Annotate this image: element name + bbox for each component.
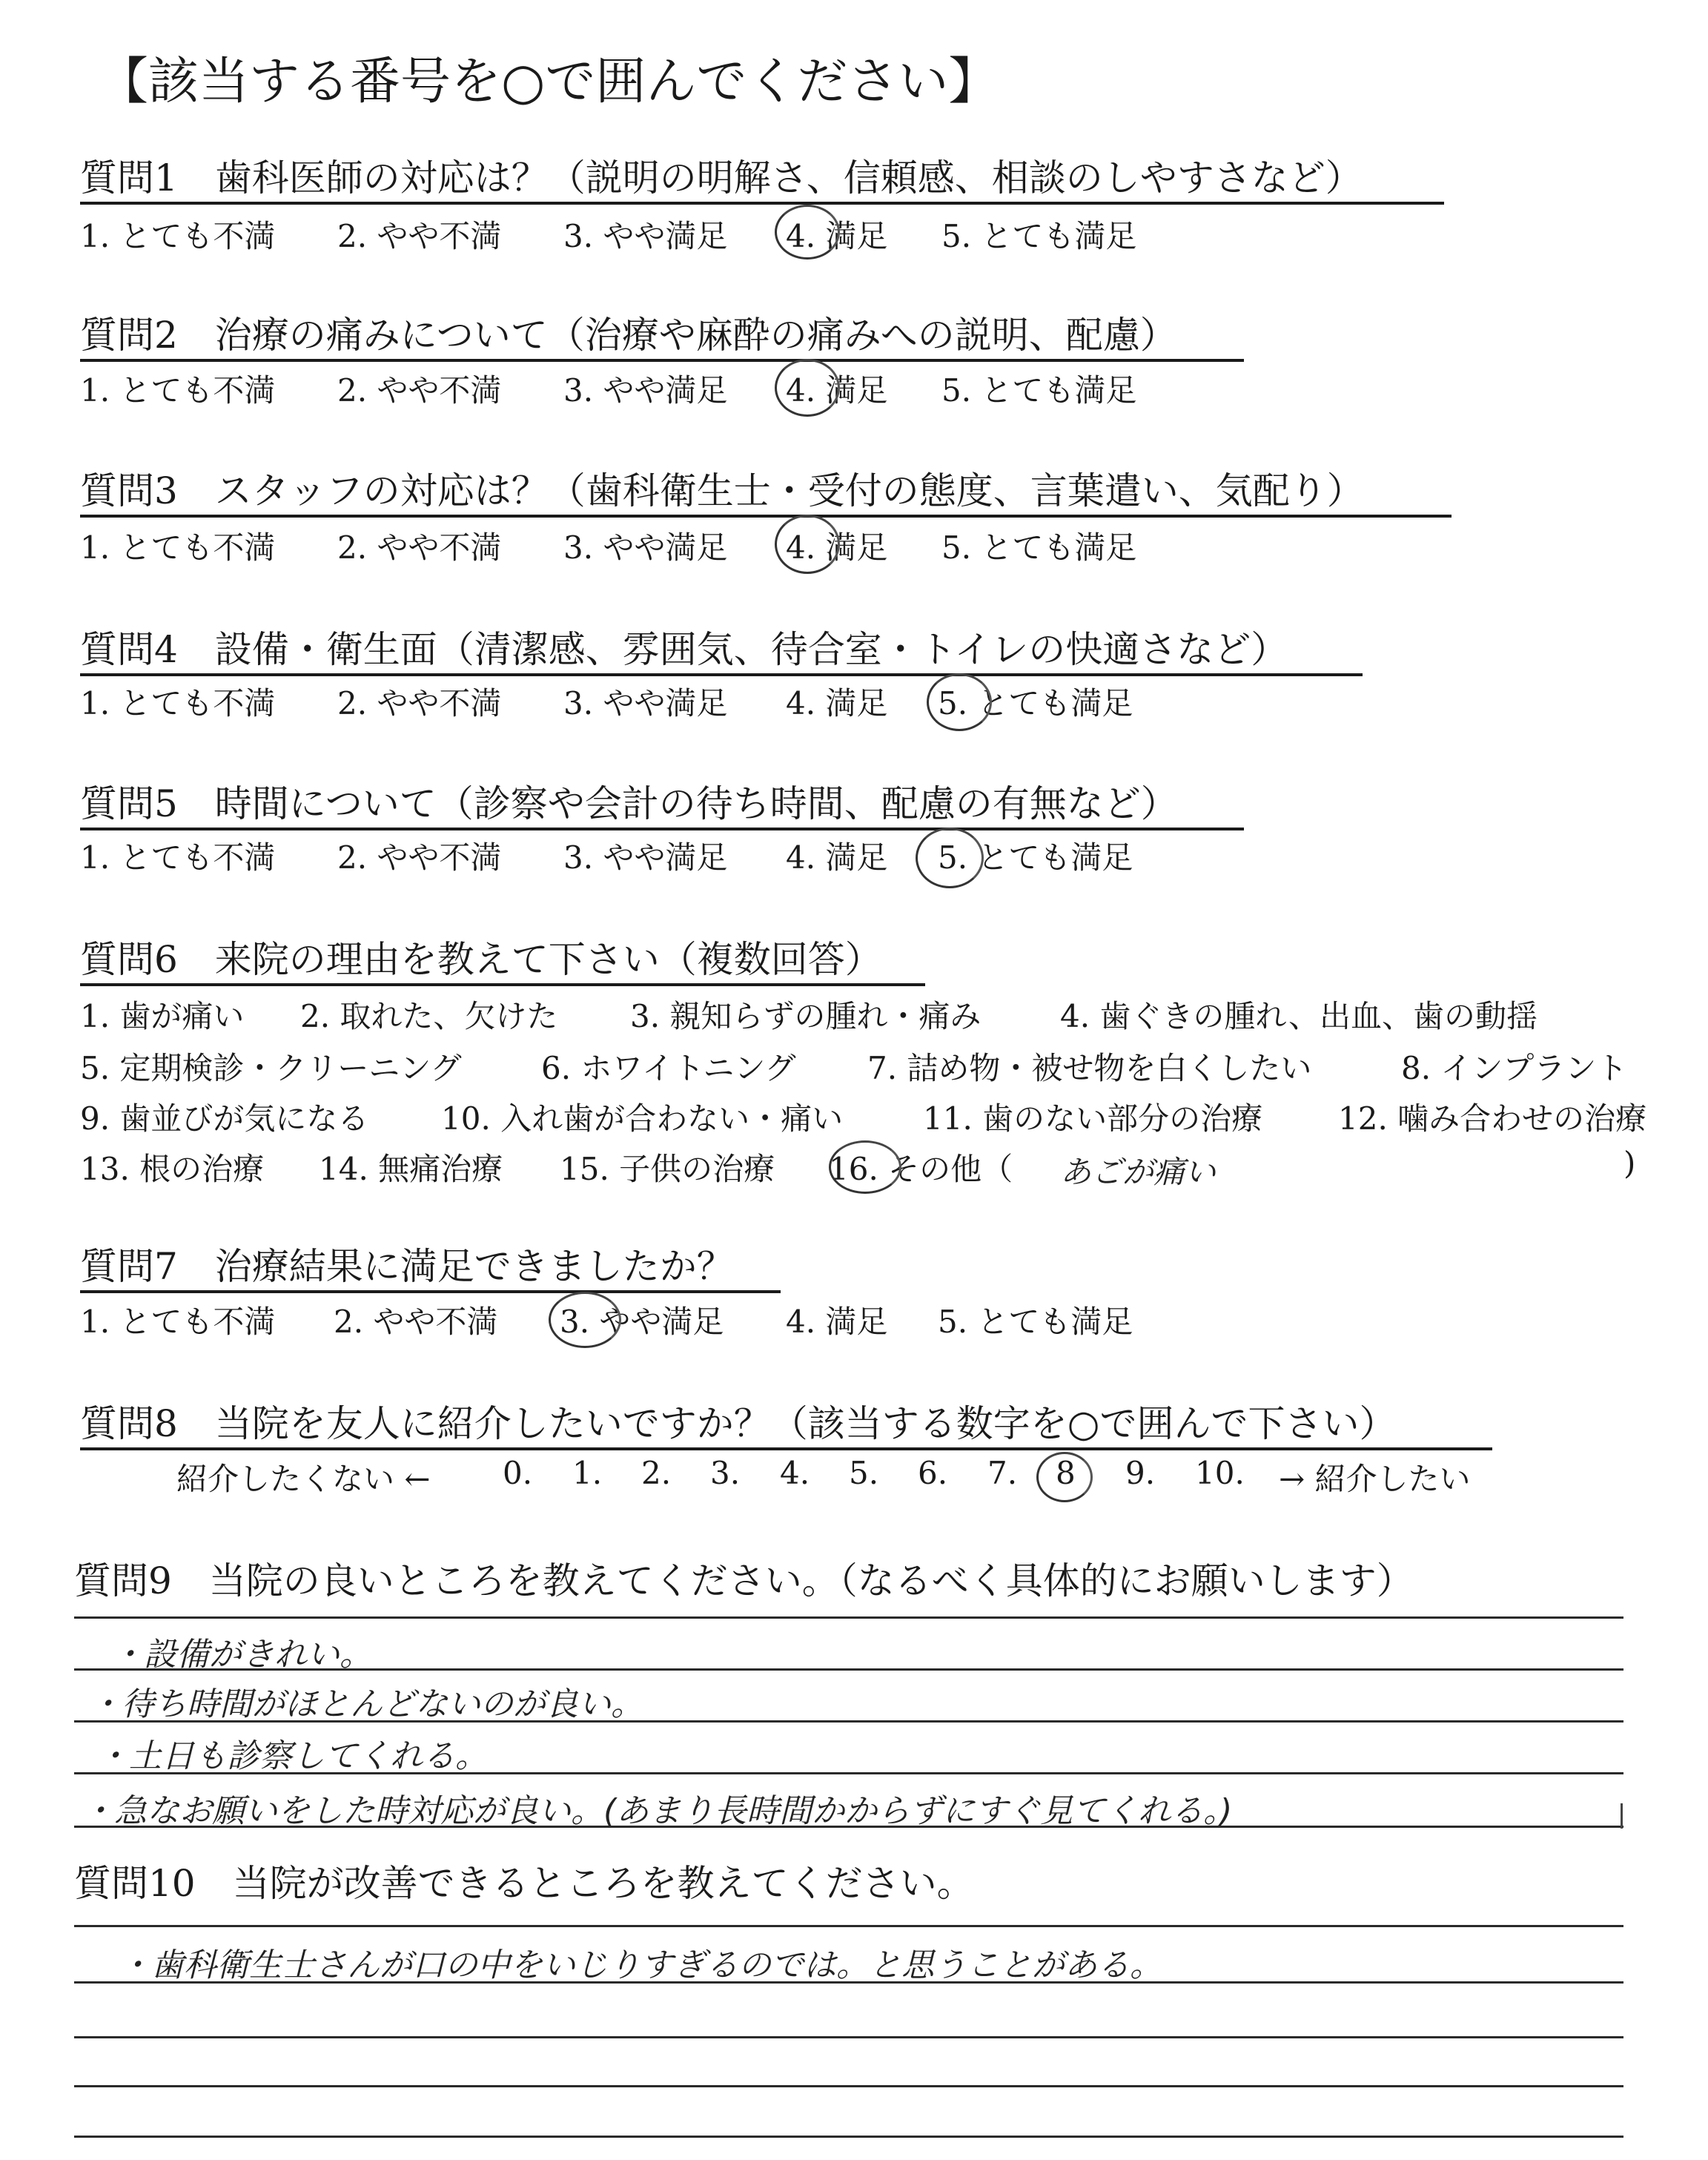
q8-scale-10[interactable]: 10. xyxy=(1195,1455,1245,1491)
q3-option-2[interactable]: 2. やや不満 xyxy=(337,529,502,566)
q1-option-2[interactable]: 2. やや不満 xyxy=(337,218,502,254)
q8-right-label: → 紹介したい xyxy=(1279,1461,1471,1497)
question-3-label: 質問3 スタッフの対応は？（歯科衛生士・受付の態度、言葉遣い、気配り） xyxy=(80,469,1364,512)
q3-option-4[interactable]: 4. 満足 xyxy=(786,529,888,566)
q6-option-1[interactable]: 1. 歯が痛い xyxy=(80,998,245,1034)
question-6-label: 質問6 来院の理由を教えて下さい（複数回答） xyxy=(80,938,882,981)
q10-writing-line-1 xyxy=(74,1925,1623,1927)
question-7-label: 質問7 治療結果に満足できましたか？ xyxy=(80,1245,734,1288)
q6-selection-circle xyxy=(829,1140,901,1194)
question-9-label: 質問9 当院の良いところを教えてください。（なるべく具体的にお願いします） xyxy=(74,1559,1414,1602)
question-6-underline xyxy=(80,983,925,986)
q8-scale-3[interactable]: 3. xyxy=(710,1455,741,1491)
q8-scale-0[interactable]: 0. xyxy=(503,1455,533,1491)
q4-selection-circle xyxy=(927,673,992,731)
q4-option-3[interactable]: 3. やや満足 xyxy=(563,685,728,721)
question-3-underline xyxy=(80,515,1452,518)
q6-other-close-paren: ) xyxy=(1623,1145,1636,1181)
q6-option-8[interactable]: 8. インプラント xyxy=(1401,1050,1628,1086)
q7-option-4[interactable]: 4. 満足 xyxy=(786,1304,888,1340)
question-10-label: 質問10 当院が改善できるところを教えてください。 xyxy=(74,1862,974,1905)
q3-option-5[interactable]: 5. とても満足 xyxy=(941,529,1137,566)
question-4-label: 質問4 設備・衛生面（清潔感、雰囲気、待合室・トイレの快適さなど） xyxy=(80,628,1288,671)
q7-selection-circle xyxy=(549,1292,621,1348)
q6-option-11[interactable]: 11. 歯のない部分の治療 xyxy=(923,1100,1263,1137)
q8-scale-4[interactable]: 4. xyxy=(780,1455,810,1491)
question-5-label: 質問5 時間について（診察や会計の待ち時間、配慮の有無など） xyxy=(80,782,1178,825)
q2-option-2[interactable]: 2. やや不満 xyxy=(337,372,502,409)
page-title: 【該当する番号を○で囲んでください】 xyxy=(98,53,999,111)
q5-selection-circle xyxy=(916,828,984,888)
q6-option-12[interactable]: 12. 噛み合わせの治療 xyxy=(1338,1100,1647,1137)
q1-selection-circle xyxy=(775,205,840,260)
q8-scale-9[interactable]: 9. xyxy=(1125,1455,1156,1491)
q3-option-3[interactable]: 3. やや満足 xyxy=(563,529,728,566)
question-2-underline xyxy=(80,359,1244,362)
q8-selection-circle xyxy=(1036,1452,1093,1502)
q10-writing-line-4 xyxy=(74,2085,1623,2087)
q3-selection-circle xyxy=(775,515,840,574)
q6-option-4[interactable]: 4. 歯ぐきの腫れ、出血、歯の動揺 xyxy=(1060,998,1537,1034)
q6-option-5[interactable]: 5. 定期検診・クリーニング xyxy=(80,1050,462,1086)
q7-option-2[interactable]: 2. やや不満 xyxy=(334,1304,498,1340)
q7-option-1[interactable]: 1. とても不満 xyxy=(80,1304,276,1340)
q8-scale-5[interactable]: 5. xyxy=(849,1455,879,1491)
q6-option-3[interactable]: 3. 親知らずの腫れ・痛み xyxy=(630,998,982,1034)
q8-scale-7[interactable]: 7. xyxy=(987,1455,1018,1491)
q8-scale-2[interactable]: 2. xyxy=(641,1455,672,1491)
q10-writing-line-5 xyxy=(74,2136,1623,2138)
q9-writing-line-1 xyxy=(74,1616,1623,1619)
q6-option-6[interactable]: 6. ホワイトニング xyxy=(541,1050,796,1086)
q4-option-2[interactable]: 2. やや不満 xyxy=(337,685,502,721)
q6-option-7[interactable]: 7. 詰め物・被せ物を白くしたい xyxy=(867,1050,1312,1086)
q10-answer-1[interactable]: ・歯科衛生士さんが口の中をいじりすぎるのでは。と思うことがある。 xyxy=(119,1946,1162,1984)
q2-option-1[interactable]: 1. とても不満 xyxy=(80,372,276,409)
question-1-underline xyxy=(80,202,1444,205)
q6-option-9[interactable]: 9. 歯並びが気になる xyxy=(80,1100,369,1137)
question-4-underline xyxy=(80,673,1363,676)
q5-option-4[interactable]: 4. 満足 xyxy=(786,839,888,876)
q8-scale-1[interactable]: 1. xyxy=(572,1455,603,1491)
question-2-label: 質問2 治療の痛みについて（治療や麻酔の痛みへの説明、配慮） xyxy=(80,314,1177,357)
q6-option-15[interactable]: 15. 子供の治療 xyxy=(560,1151,775,1187)
q1-option-4[interactable]: 4. 満足 xyxy=(786,218,888,254)
q5-option-5[interactable]: 5. とても満足 xyxy=(938,839,1133,876)
q6-other-handwritten[interactable]: あごが痛い xyxy=(1060,1154,1217,1190)
q5-option-2[interactable]: 2. やや不満 xyxy=(337,839,502,876)
q8-scale-8[interactable]: 8 xyxy=(1056,1455,1076,1491)
q2-selection-circle xyxy=(775,359,840,417)
q8-scale-6[interactable]: 6. xyxy=(918,1455,948,1491)
q7-option-3[interactable]: 3. やや満足 xyxy=(560,1304,724,1340)
q6-option-10[interactable]: 10. 入れ歯が合わない・痛い xyxy=(441,1100,844,1137)
q9-answer-4[interactable]: ・急なお願いをした時対応が良い。(あまり長時間かからずにすぐ見てくれる。) xyxy=(82,1792,1233,1830)
question-5-underline xyxy=(80,828,1244,830)
question-8-underline xyxy=(80,1447,1492,1450)
q5-option-3[interactable]: 3. やや満足 xyxy=(563,839,728,876)
question-1-label: 質問1 歯科医師の対応は？（説明の明解さ、信頼感、相談のしやすさなど） xyxy=(80,156,1363,199)
q4-option-5[interactable]: 5. とても満足 xyxy=(938,685,1133,721)
q9-answer-3[interactable]: ・土日も診察してくれる。 xyxy=(96,1737,488,1775)
question-8-label: 質問8 当院を友人に紹介したいですか？（該当する数字を○で囲んで下さい） xyxy=(80,1402,1397,1445)
q1-option-1[interactable]: 1. とても不満 xyxy=(80,218,276,254)
q6-option-16[interactable]: 16. その他（ xyxy=(829,1151,1013,1187)
q1-option-3[interactable]: 3. やや満足 xyxy=(563,218,728,254)
q4-option-4[interactable]: 4. 満足 xyxy=(786,685,888,721)
q2-option-3[interactable]: 3. やや満足 xyxy=(563,372,728,409)
q9-line-tick xyxy=(1621,1803,1623,1829)
q6-option-13[interactable]: 13. 根の治療 xyxy=(80,1151,265,1187)
q4-option-1[interactable]: 1. とても不満 xyxy=(80,685,276,721)
q8-left-label: 紹介したくない ← xyxy=(176,1461,431,1497)
q7-option-5[interactable]: 5. とても満足 xyxy=(938,1304,1133,1340)
q6-option-14[interactable]: 14. 無痛治療 xyxy=(319,1151,503,1187)
q10-writing-line-3 xyxy=(74,2036,1623,2038)
q9-answer-2[interactable]: ・待ち時間がほとんどないのが良い。 xyxy=(89,1685,643,1723)
q6-option-2[interactable]: 2. 取れた、欠けた xyxy=(300,998,558,1034)
question-7-underline xyxy=(80,1290,781,1293)
q2-option-4[interactable]: 4. 満足 xyxy=(786,372,888,409)
q3-option-1[interactable]: 1. とても不満 xyxy=(80,529,276,566)
q5-option-1[interactable]: 1. とても不満 xyxy=(80,839,276,876)
q9-answer-1[interactable]: ・設備がきれい。 xyxy=(111,1636,372,1674)
q2-option-5[interactable]: 5. とても満足 xyxy=(941,372,1137,409)
q1-option-5[interactable]: 5. とても満足 xyxy=(941,218,1137,254)
